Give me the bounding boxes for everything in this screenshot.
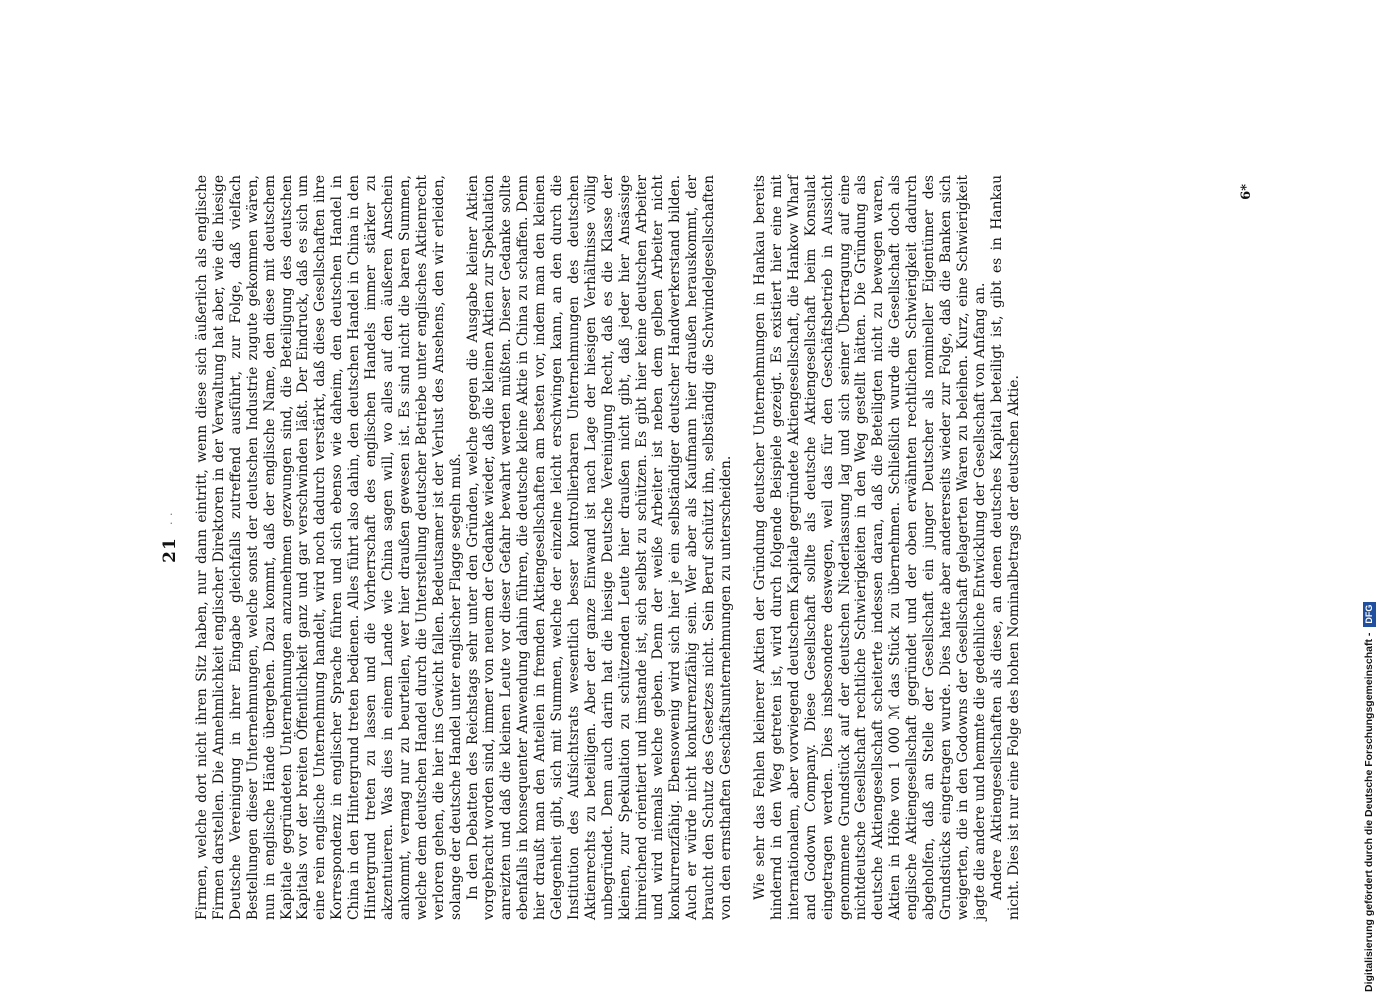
paragraph-1: Firmen, welche dort nicht ihren Sitz haben, nur dann eintritt, wenn diese sich äußerlich als englische Firmen darstellen. Die Annehmlichkeit englischer Direktoren in der Verwaltung hat aber, wie die hiesige Deutsche Vereinigung in ihrer Eingabe gleichfalls zutreffend ausführt, zur Folge, daß vielfach Bestellungen dieser Unternehmungen, welche sonst der deutschen Industrie zugute gekommen wären, nun in englische Hände übergehen. Dazu kommt, daß der englische Name, den diese mit deutschem Kapitale gegründeten Unternehmungen anzunehmen gezwungen sind, die Beteiligung des deutschen Kapitals vor der breiten Öffentlichkeit ganz und gar verschwinden läßt. Der Eindruck, daß es sich um eine rein englische Unternehmung handelt, wird noch dadurch verstärkt, daß diese Gesellschaften ihre Korrespondenz in englischer Sprache führen und sich ebenso wie daheim, den deutschen Handel in China in den Hintergrund treten bedienen. Alles führt also dahin, den deutschen Handel in China in den Hintergrund treten zu lassen und die Vorherrschaft des englischen Handels immer stärker zu akzentuieren. Was dies in einem Lande wie China sagen will, wo alles auf den äußeren Anschein ankommt, vermag nur zu beurteilen, wer hier draußen gewesen ist. Es sind nicht die baren Summen, welche dem deutschen Handel durch die Unterstellung deutscher Betriebe unter englisches Aktienrecht verloren gehen, die hier ins Gewicht fallen. Bedeutsamer ist der Verlust des Ansehens, den wir erleiden, solange der deutsche Handel unter englischer Flagge segeln muß. — [194, 175, 464, 920]
paragraph-2: In den Debatten des Reichstags sehr unter den Gründen, welche gegen die Ausgabe kleiner Aktien vorgebracht worden sind, immer von neuem der Gedanke wieder, daß die kleinen Aktien zur Spekulation anreizten und daß die kleinen Leute vor dieser Gefahr bewahrt werden müßten. Dieser Gedanke sollte ebenfalls in konsequenter Anwendung dahin führen, die deutsche kleine Aktie in China zu schaffen. Denn hier draußt man den Anteilen in fremden Aktiengesellschaften am besten vor, indem man den kleinen Gelegenheit gibt, sich mit Summen, welche der einzelne leicht erschwingen kann, an den durch die Institution des Aufsichtsrats wesentlich besser kontrollierbaren Unternehmungen des deutschen Aktienrechts zu beteiligen. Aber der ganze Einwand ist nach Lage der hiesigen Verhältnisse völlig unbegründet. Denn auch darin hat die hiesige Deutsche Vereinigung Recht, daß es die Klasse der kleinen, zur Spekulation zu schützenden Leute hier draußen nicht gibt, daß jeder hier Ansässige hinreichend orientiert und imstande ist, sich selbst zu schützen. Es gibt hier keine deutschen Arbeiter und wird niemals welche geben. Denn der weiße Arbeiter ist neben dem gelben Arbeiter nicht konkurrenzfähig. Ebensowenig wird sich hier je ein selbständiger deutscher Handwerkerstand bilden. Auch er würde nicht konkurrenzfähig sein. Wer aber als Kaufmann hier draußen herauskommt, der braucht den Schutz des Gesetzes nicht. Sein Beruf schützt ihn, selbständig die Schwindelgesellschaften von den ernsthaften Geschäftsunternehmungen zu unterscheiden. — [464, 175, 735, 920]
rotated-document-page — [160, 170, 1254, 930]
signature-mark: 6* — [1239, 184, 1254, 200]
paragraph-3: Wie sehr das Fehlen kleinerer Aktien der Gründung deutscher Unternehmungen in Hankau bereits hindernd in den Weg getreten ist, wird durch folgende Beispiele gezeigt. Es existiert hier eine mit internationalem, aber vorwiegend deutschem Kapitale gegründete Aktiengesellschaft, die Hankow Wharf and Godown Company. Diese Gesellschaft sollte als deutsche Aktiengesellschaft beim Konsulat eingetragen werden. Dies insbesondere deswegen, weil das für den Geschäftsbetrieb in Aussicht genommene Grundstück auf der deutschen Niederlassung lag und sich seiner Übertragung auf eine nichtdeutsche Gesellschaft rechtliche Schwierigkeiten in den Weg gestellt hätten. Die Gründung als deutsche Aktiengesellschaft scheiterte indessen daran, daß die Beteiligten nicht zu bewegen waren, Aktien in Höhe von 1 000 ℳ das Stück zu übernehmen. Schließlich wurde die Gesellschaft doch als englische Aktiengesellschaft gegründet und der oben erwähnten rechtlichen Schwierigkeit dadurch abgeholfen, daß an Stelle der Gesellschaft ein junger Deutscher als nomineller Eigentümer des Grundstücks eingetragen wurde. Dies hatte aber andererseits wieder zur Folge, daß die Banken sich weigerten, die in den Godowns der Gesellschaft gelagerten Waren zu beleihen. Kurz, eine Schwierigkeit jagte die andere und hemmte die gedeihliche Entwicklung der Gesellschaft von Anfang an. — [752, 175, 988, 920]
header-dots: . . — [162, 511, 175, 525]
footer-credit: Digitalisierung gefördert durch die Deutsche Forschungsgemeinschaft - — [1363, 632, 1375, 992]
dfg-logo: DFG — [1363, 602, 1376, 627]
page-number — [160, 180, 180, 920]
paragraph-4: Andere Aktiengesellschaften als diese, an denen deutsches Kapital beteiligt ist, gibt es in Hankau nicht. Dies ist nur eine Folge des hohen Nominalbetrags der deutschen Aktie. — [988, 175, 1022, 920]
digitization-footer — [1360, 2, 1378, 992]
body-text — [194, 175, 1234, 920]
page-number-text: 21 — [160, 537, 180, 563]
